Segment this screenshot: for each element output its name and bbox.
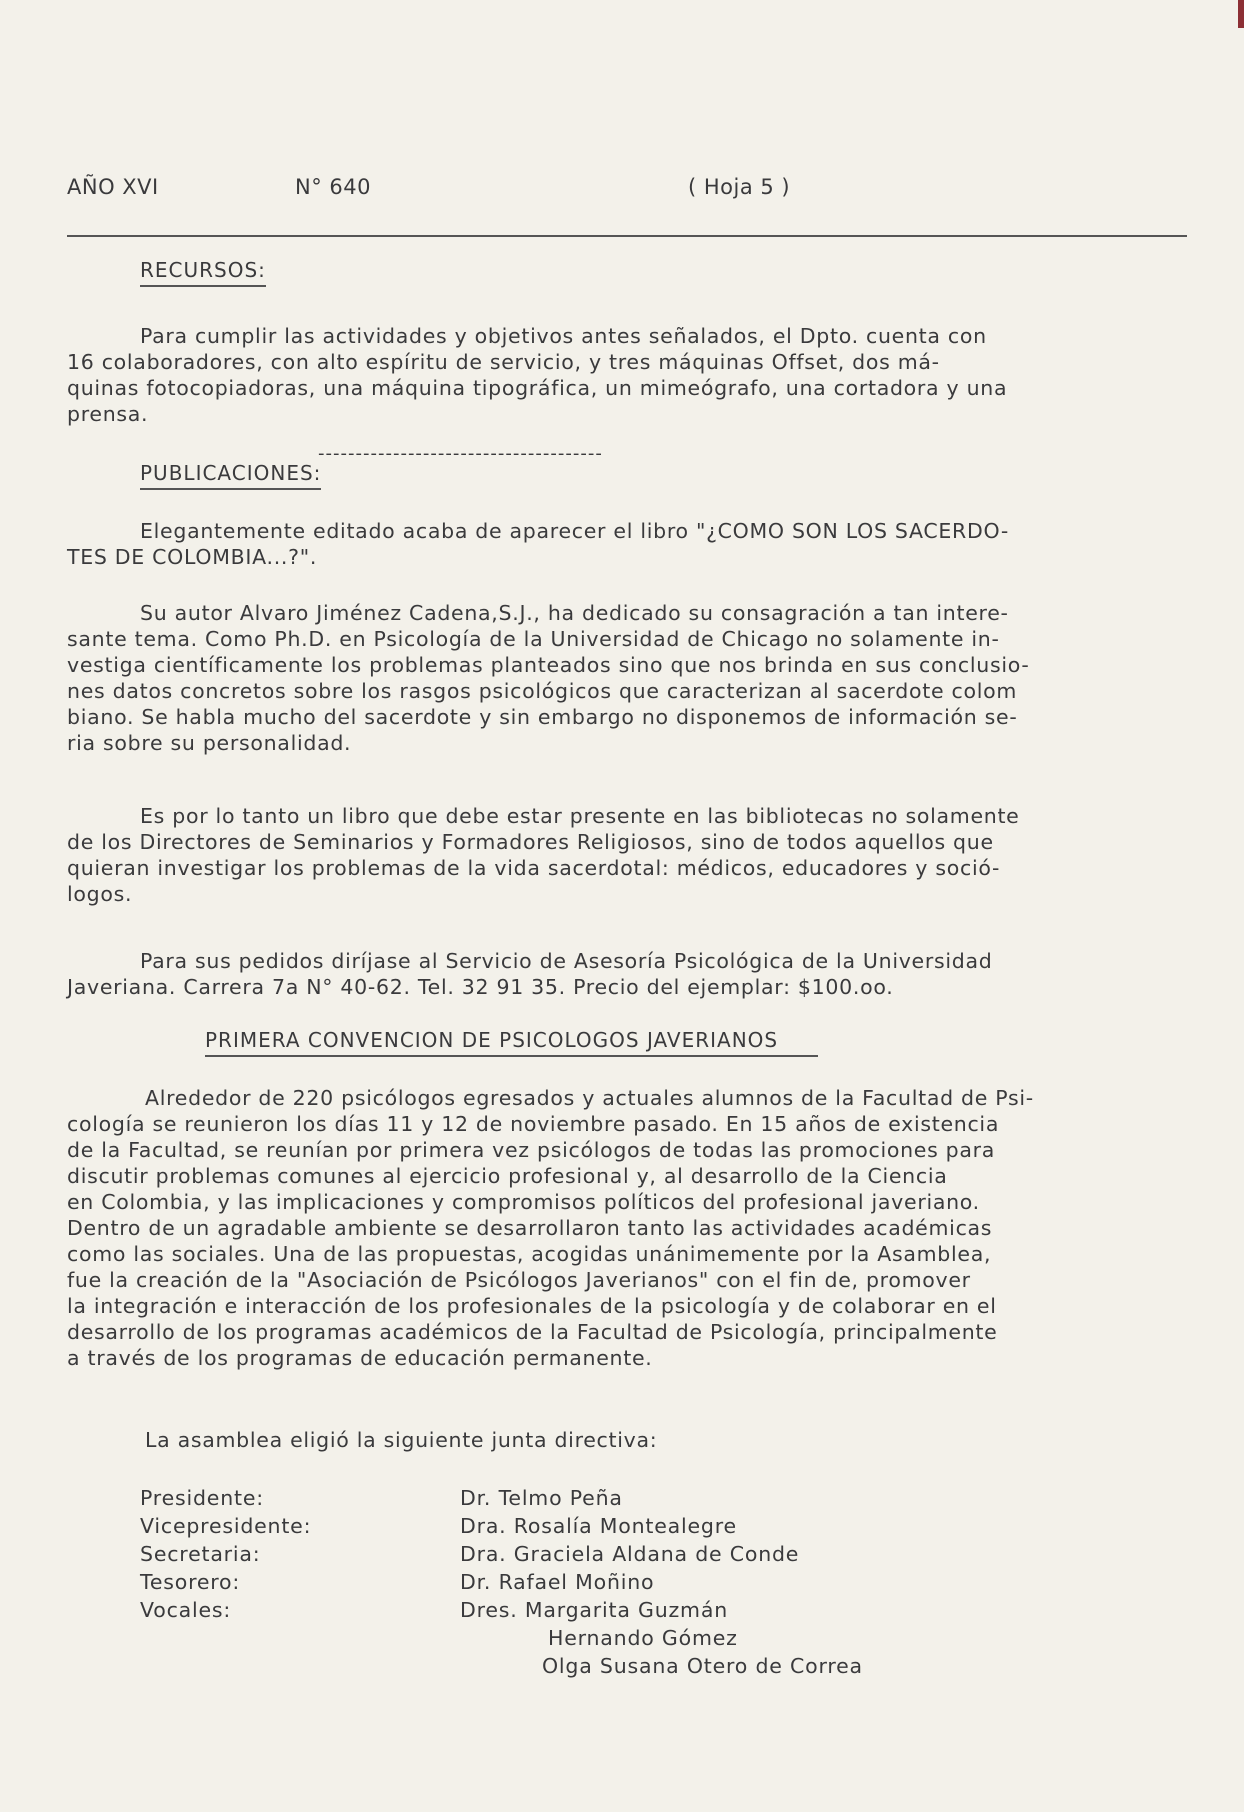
publicaciones-paragraph-3 — [67, 803, 1177, 907]
page-edge-marker — [1238, 0, 1244, 28]
text-line: sante tema. Como Ph.D. en Psicología de la Universidad de Chicago no solamente in- — [67, 627, 1000, 651]
text-line: Para cumplir las actividades y objetivos antes señalados, el Dpto. cuenta con — [140, 324, 987, 348]
text-line: logos. — [67, 882, 133, 906]
board-member-name: Dra. Graciela Aldana de Conde — [460, 1542, 800, 1566]
text-line: quinas fotocopiadoras, una máquina tipográfica, un mimeógrafo, una cortadora y una — [67, 376, 1008, 400]
text-line: de la Facultad, se reunían por primera vez psicólogos de todas las promociones para — [67, 1138, 996, 1162]
text-line: ria sobre su personalidad. — [67, 731, 352, 755]
text-line: prensa. — [67, 402, 149, 426]
board-member-name: Dr. Telmo Peña — [460, 1486, 623, 1510]
board-role: Vicepresidente: — [140, 1514, 312, 1538]
header-rule — [67, 235, 1187, 237]
board-intro: La asamblea eligió la siguiente junta directiva: — [145, 1428, 658, 1452]
text-line: Alrededor de 220 psicólogos egresados y actuales alumnos de la Facultad de Psi- — [145, 1086, 1034, 1110]
section-heading-recursos: RECURSOS: — [140, 258, 266, 287]
text-line: Elegantemente editado acaba de aparecer el libro "¿COMO SON LOS SACERDO- — [140, 519, 1009, 543]
section-separator: -------------------------------------- — [318, 443, 603, 464]
text-line: la integración e interacción de los profesionales de la psicología y de colaborar en el — [67, 1294, 997, 1318]
convencion-paragraph — [67, 1085, 1177, 1371]
text-line: nes datos concretos sobre los rasgos psicológicos que caracterizan al sacerdote colom — [67, 679, 1017, 703]
board-names — [460, 1484, 863, 1680]
text-line: vestiga científicamente los problemas planteados sino que nos brinda en sus conclusio- — [67, 653, 1030, 677]
text-line: en Colombia, y las implicaciones y compromisos políticos del profesional javeriano. — [67, 1190, 980, 1214]
board-role: Presidente: — [140, 1486, 264, 1510]
board-member-name: Dra. Rosalía Montealegre — [460, 1514, 737, 1538]
text-line: fue la creación de la "Asociación de Psicólogos Javerianos" con el fin de, promover — [67, 1268, 971, 1292]
text-line: Es por lo tanto un libro que debe estar presente en las bibliotecas no solamente — [140, 804, 1020, 828]
text-line: TES DE COLOMBIA...?". — [67, 545, 318, 569]
text-line: a través de los programas de educación permanente. — [67, 1346, 653, 1370]
board-role: Vocales: — [140, 1598, 232, 1622]
text-line: quieran investigar los problemas de la vida sacerdotal: médicos, educadores y soció- — [67, 856, 1001, 880]
text-line: como las sociales. Una de las propuestas, acogidas unánimemente por la Asamblea, — [67, 1242, 992, 1266]
publicaciones-paragraph-4 — [67, 948, 1177, 1000]
section-heading-publicaciones: PUBLICACIONES: — [140, 461, 321, 490]
text-line: biano. Se habla mucho del sacerdote y sin embargo no disponemos de información se- — [67, 705, 1018, 729]
sheet-number: ( Hoja 5 ) — [688, 175, 791, 199]
text-line: discutir problemas comunes al ejercicio profesional y, al desarrollo de la Ciencia — [67, 1164, 948, 1188]
text-line: Para sus pedidos diríjase al Servicio de Asesoría Psicológica de la Universidad — [140, 949, 993, 973]
text-line: Dentro de un agradable ambiente se desarrollaron tanto las actividades académicas — [67, 1216, 993, 1240]
text-line: de los Directores de Seminarios y Formadores Religiosos, sino de todos aquellos que — [67, 830, 994, 854]
publicaciones-paragraph-1 — [67, 518, 1177, 570]
board-role: Secretaria: — [140, 1542, 261, 1566]
text-line: desarrollo de los programas académicos de la Facultad de Psicología, principalmente — [67, 1320, 998, 1344]
issue-number: N° 640 — [295, 175, 371, 199]
board-member-name: Dres. Margarita Guzmán — [460, 1598, 728, 1622]
board-member-name: Dr. Rafael Moñino — [460, 1570, 655, 1594]
publicaciones-paragraph-2 — [67, 600, 1177, 756]
issue-year: AÑO XVI — [67, 175, 159, 199]
section-heading-convencion: PRIMERA CONVENCION DE PSICOLOGOS JAVERIANOS — [205, 1028, 818, 1057]
text-line: cología se reunieron los días 11 y 12 de noviembre pasado. En 15 años de existencia — [67, 1112, 1000, 1136]
text-line: Javeriana. Carrera 7a N° 40-62. Tel. 32 91 35. Precio del ejemplar: $100.oo. — [67, 975, 894, 999]
board-roles — [140, 1484, 311, 1624]
text-line: Su autor Alvaro Jiménez Cadena,S.J., ha dedicado su consagración a tan intere- — [140, 601, 1009, 625]
board-member-name: Olga Susana Otero de Correa — [542, 1654, 863, 1678]
text-line: 16 colaboradores, con alto espíritu de servicio, y tres máquinas Offset, dos má- — [67, 350, 940, 374]
board-member-name: Hernando Gómez — [548, 1626, 738, 1650]
board-role: Tesorero: — [140, 1570, 241, 1594]
recursos-paragraph — [67, 323, 1157, 427]
